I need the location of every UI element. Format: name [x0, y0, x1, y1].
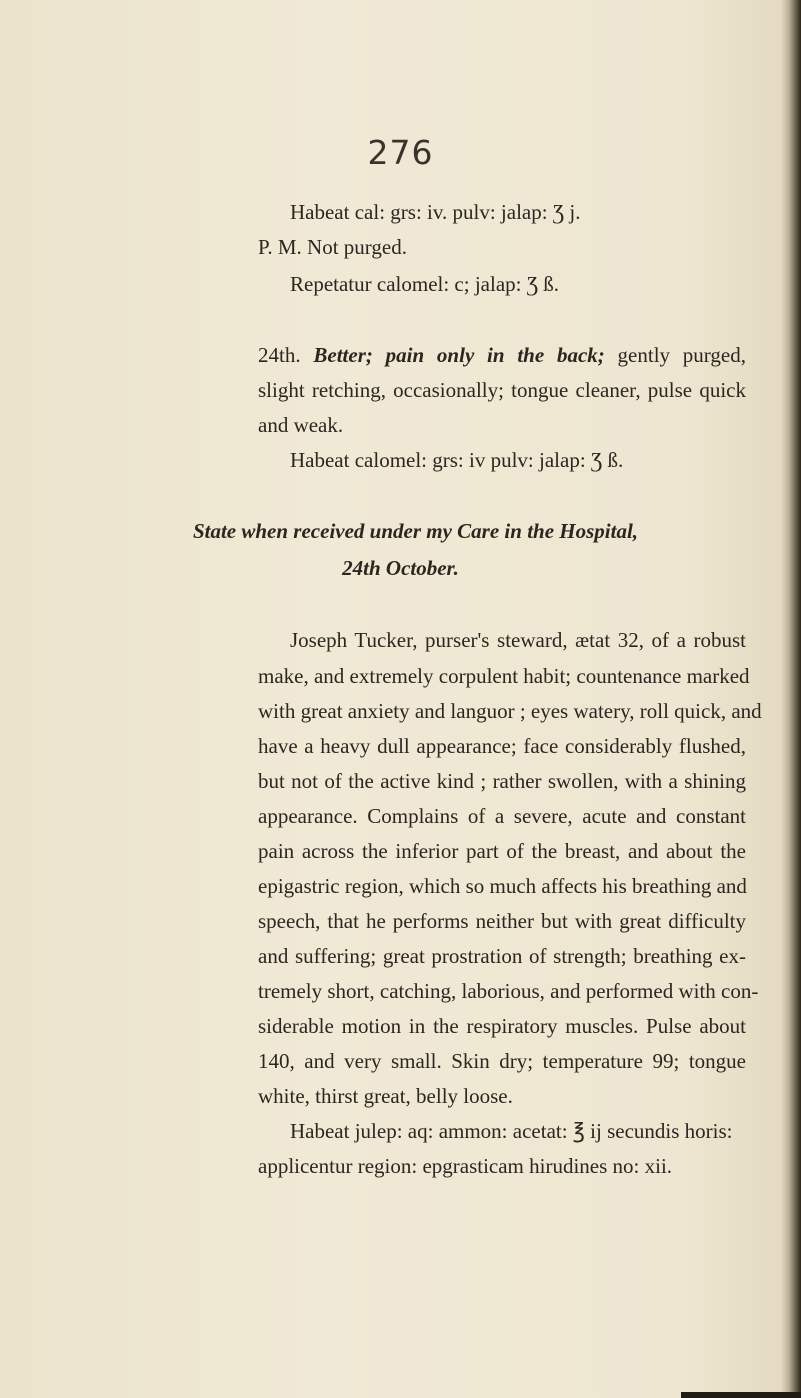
page-edge-shadow — [781, 0, 801, 1398]
prescription-line-2: Repetatur calomel: c; jalap: Ʒ ß. — [290, 272, 560, 296]
case-line: 140, and very small. Skin dry; temperature 99; tongue — [258, 1049, 746, 1073]
day-24-line-1: 24th. Better; pain only in the back; gently purged, — [258, 343, 746, 367]
case-line: Joseph Tucker, purser's steward, ætat 32, of a robust — [290, 628, 746, 652]
day-24-line-2: slight retching, occasionally; tongue cleaner, pulse quick — [258, 378, 746, 402]
case-line: tremely short, catching, laborious, and performed with con- — [258, 979, 759, 1003]
case-line: siderable motion in the respiratory muscles. Pulse about — [258, 1014, 746, 1038]
case-line: pain across the inferior part of the breast, and about the — [258, 839, 746, 863]
case-line: but not of the active kind ; rather swollen, with a shining — [258, 769, 746, 793]
case-line: speech, that he performs neither but with great difficulty — [258, 909, 746, 933]
case-line: with great anxiety and languor ; eyes watery, roll quick, and — [258, 699, 762, 723]
section-heading-line-1: State when received under my Care in the Hospital, — [192, 519, 639, 543]
pm-note: P. M. Not purged. — [258, 235, 407, 259]
case-line: appearance. Complains of a severe, acute and constant — [258, 804, 746, 828]
case-line: epigastric region, which so much affects his breathing and — [258, 874, 747, 898]
prescription-line-3: Habeat calomel: grs: iv pulv: jalap: Ʒ ß. — [290, 448, 624, 472]
page-number: 276 — [367, 133, 434, 172]
case-line: and suffering; great prostration of strength; breathing ex- — [258, 944, 746, 968]
page-edge-bottom — [681, 1392, 801, 1398]
final-prescription-line-2: applicentur region: epgrasticam hirudines no: xii. — [258, 1154, 673, 1178]
prescription-line-1: Habeat cal: grs: iv. pulv: jalap: Ʒ j. — [290, 200, 581, 224]
day-24-line-3: and weak. — [258, 413, 344, 437]
case-line: white, thirst great, belly loose. — [258, 1084, 513, 1108]
final-prescription-line-1: Habeat julep: aq: ammon: acetat: ℥ ij secundis horis: — [290, 1119, 733, 1143]
case-line: make, and extremely corpulent habit; countenance marked — [258, 664, 750, 688]
case-line: have a heavy dull appearance; face considerably flushed, — [258, 734, 746, 758]
section-heading-line-2: 24th October. — [342, 556, 459, 580]
